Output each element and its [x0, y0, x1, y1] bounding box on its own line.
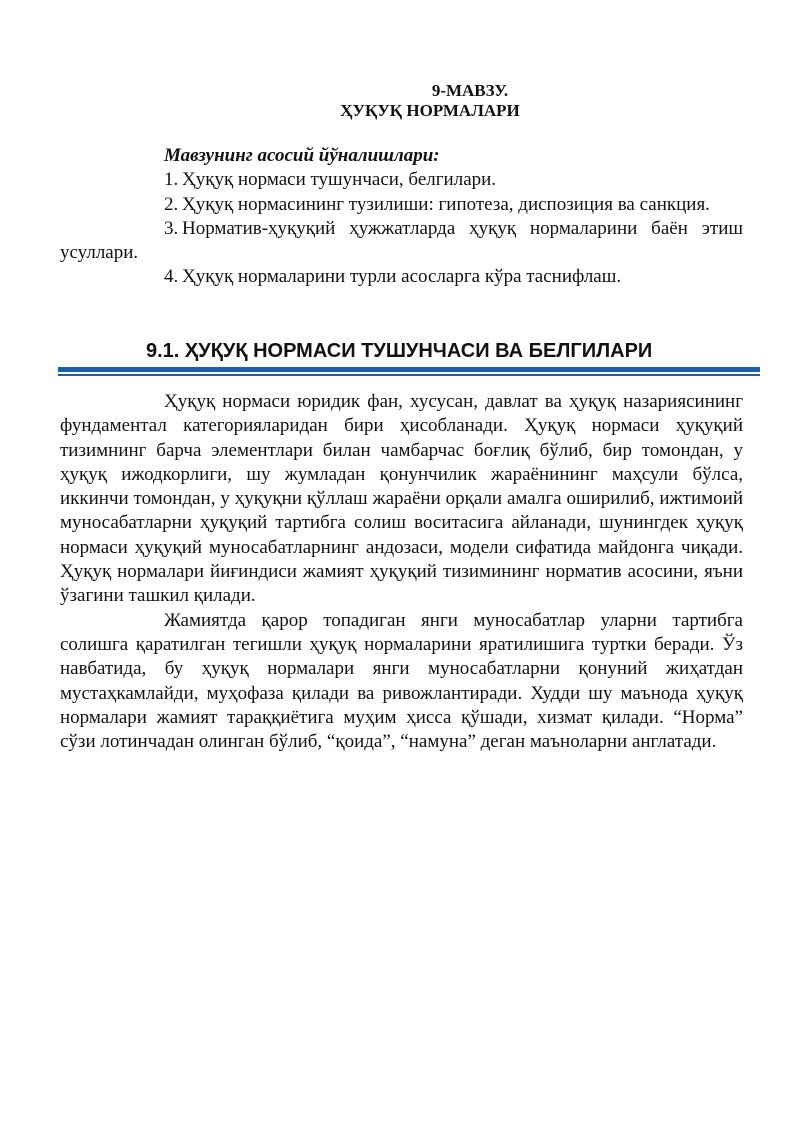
list-item-number: 2.	[164, 193, 179, 215]
list-item-number: 1.	[164, 169, 179, 191]
list-item-text: Ҳуқуқ нормаси тушунчаси, белгилари.	[182, 169, 497, 191]
directions-list	[60, 168, 743, 289]
list-item-number: 4.	[164, 266, 179, 288]
list-item-text: Норматив-ҳуқуқий ҳужжатларда ҳуқуқ нормаларини баён этиш усуллари.	[60, 217, 743, 264]
topic-number: 9-МАВЗУ.	[431, 81, 509, 100]
list-item	[60, 193, 743, 217]
list-item	[60, 265, 743, 289]
section-heading: 9.1. ҲУҚУҚ НОРМАСИ ТУШУНЧАСИ ВА БЕЛГИЛАРИ	[146, 340, 653, 362]
section-rule-thin	[58, 374, 760, 376]
paragraph: Жамиятда қарор топадиган янги муносабатлар уларни тартибга солишга қаратилган тегишли ҳуқуқ нормаларини яратилишига туртки беради. Ўз навбатида, бу ҳуқуқ нормалари янги муносабатларни қонуний жиҳатдан мустаҳкамлайди, муҳофаза қилади ва ривожлантиради. Худди шу маънода ҳуқуқ нормалари жамият тараққиётига муҳим ҳисса қўшади, хизмат қилади. “Норма” сўзи лотинчадан олинган бўлиб, “қоида”, “намуна” деган маъноларни англатади.	[60, 609, 743, 753]
directions-heading: Мавзунинг асосий йўналишлари:	[164, 145, 440, 166]
list-item-number: 3.	[164, 217, 179, 239]
directions-block	[60, 144, 743, 290]
list-item	[60, 217, 743, 266]
list-item-text: Ҳуқуқ нормаларини турли асосларга кўра таснифлаш.	[182, 266, 622, 288]
body-text	[60, 390, 743, 754]
section-rule-thick	[58, 367, 760, 372]
paragraph: Ҳуқуқ нормаси юридик фан, хусусан, давлат ва ҳуқуқ назариясининг фундаментал категорияларидан бири ҳисобланади. Ҳуқуқ нормаси ҳуқуқий тизимнинг барча элементлари билан чамбарчас боғлиқ бўлиб, бир томондан, у ҳуқуқ ижодкорлиги, шу жумладан қонунчилик жараёнининг маҳсули бўлса, иккинчи томондан, у ҳуқуқни қўллаш жараёни орқали амалга оширилиб, ижтимоий муносабатларни ҳуқуқий тартибга солиш воситасига айланади, шунингдек ҳуқуқ нормаси ҳуқуқий муносабатларнинг андозаси, модели сифатида майдонга чиқади. Ҳуқуқ нормалари йиғиндиси жамият ҳуқуқий тизимининг норматив асосини, яъни ўзагини ташкил қилади.	[60, 391, 743, 607]
topic-title: ҲУҚУҚ НОРМАЛАРИ	[340, 101, 520, 120]
list-item-text: Ҳуқуқ нормасининг тузилиши: гипотеза, диспозиция ва санкция.	[182, 193, 710, 215]
list-item	[60, 168, 743, 192]
